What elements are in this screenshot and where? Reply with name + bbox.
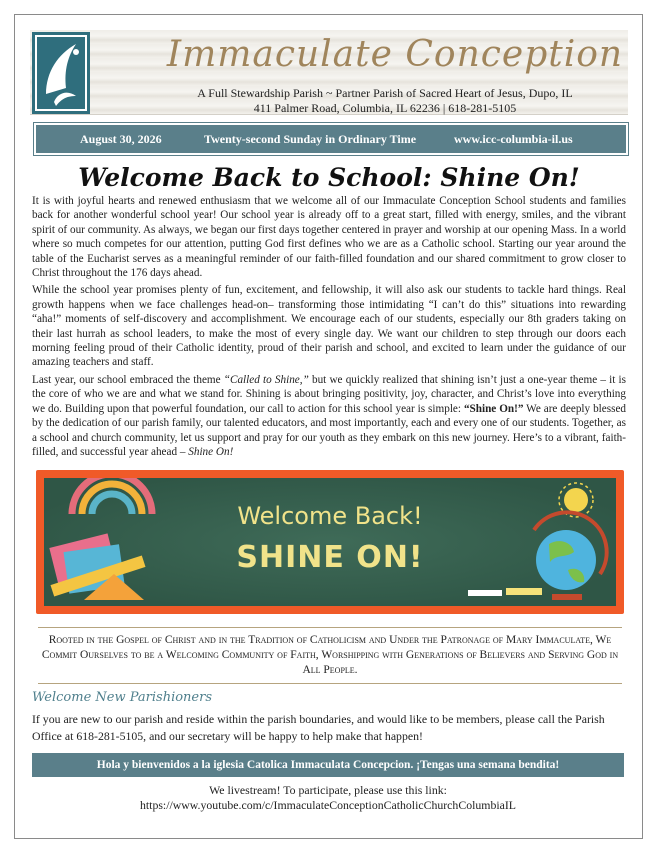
parish-address: 411 Palmer Road, Columbia, IL 62236 | 618-281-5105 bbox=[253, 101, 517, 115]
article-paragraph bbox=[32, 373, 626, 459]
article-body bbox=[32, 194, 626, 462]
divider bbox=[38, 627, 622, 628]
chalk-illustration bbox=[468, 588, 542, 596]
theme-quote: “Called to Shine,” bbox=[223, 373, 309, 386]
parish-subtitle bbox=[150, 86, 620, 116]
livestream-label: We livestream! To participate, please use this link: bbox=[209, 783, 447, 797]
article-paragraph: While the school year promises plenty of fun, excitement, and fellowship, it will also ask our students to tackle hard things. Real growth happens when we face challenges head-on– transforming those intimidating “I can’t do this” situations into rewarding “aha!” moments of self-discovery and accomplishment. We encourage each of our students, especially our 8th graders taking on their last hurrah as school leaders, to make the most of every single day. We want our children to step through our doors each morning feeling proud of their Catholic identity, proud of their parish and school, and excited to learn under the guidance of our amazing teachers and staff. bbox=[32, 284, 626, 369]
liturgical-sunday: Twenty-second Sunday in Ordinary Time bbox=[204, 132, 417, 146]
spanish-greeting-bar: Hola y bienvenidos a la iglesia Catolica Immaculata Concepcion. ¡Tengas una semana bendita! bbox=[32, 753, 624, 777]
paragraph-text: We are deeply blessed by the dedication of our parish family, our talented educators, and most importantly, each and every one of our students. Together, as a school and church community, let us support and pray for our youth as they embark on this new journey. Here’s to a vibrant, faith-filled, and successful year ahead – bbox=[32, 402, 627, 458]
divider bbox=[38, 683, 622, 684]
date-bar bbox=[34, 123, 628, 155]
chalkboard bbox=[44, 478, 616, 606]
paragraph-text: Last year, our school embraced the theme bbox=[32, 373, 224, 386]
new-parishioners-heading: Welcome New Parishioners bbox=[32, 690, 213, 705]
website-link[interactable]: www.icc-columbia-il.us bbox=[454, 132, 573, 146]
livestream-info bbox=[32, 783, 624, 813]
article-paragraph: It is with joyful hearts and renewed enthusiasm that we welcome all of our Immaculate Conception School students and families back for another wonderful school year! Our school year is already off to a great start, filled with energy, smiles, and the vibrant spirit of our community. As always, we began our first days together centered in prayer and worship at our opening Mass. In a world where so much competes for our attention, putting God first defines who we are as a Catholic school. Starting our year around the table of the Eucharist serves as a meaningful reminder of our faith-filled foundation and our shared commitment to grow closer to Christ throughout the 176 days ahead. bbox=[32, 195, 626, 280]
parish-tagline: A Full Stewardship Parish ~ Partner Parish of Sacred Heart of Jesus, Dupo, IL bbox=[197, 86, 573, 100]
bulletin-date: August 30, 2026 bbox=[80, 132, 162, 146]
parish-title: Immaculate Conception bbox=[166, 34, 624, 75]
welcome-back-banner bbox=[36, 470, 624, 614]
livestream-link[interactable]: https://www.youtube.com/c/ImmaculateConceptionCatholicChurchColumbiaIL bbox=[139, 798, 516, 812]
paragraph-text: but we quickly realized that shining isn’t just a one-year theme – it is the core of who we are and what we stand for. Shining is about bringing positivity, joy, character, and Christ’s love into everything we do. Building upon that powerful foundation, our call to action for this school year is simple: bbox=[32, 373, 626, 415]
mission-statement: Rooted in the Gospel of Christ and in the Tradition of Catholicism and Under the Patronage of Mary Immaculate, We Commit Ourselves to be a Welcoming Community of Faith, Worshipping with Generations of Believers and Serving God in All People. bbox=[41, 634, 619, 676]
parish-logo bbox=[32, 32, 90, 114]
closing-phrase: Shine On! bbox=[188, 445, 234, 458]
banner-shine-text: SHINE ON! bbox=[236, 540, 424, 575]
new-parishioners-text: If you are new to our parish and reside within the parish boundaries, and would like to be members, please call the Parish Office at 618-281-5105, and our secretary will be happy to help make that happen! bbox=[32, 712, 605, 743]
article-headline: Welcome Back to School: Shine On! bbox=[78, 163, 580, 192]
banner-welcome-text: Welcome Back! bbox=[237, 502, 423, 530]
call-to-action: “Shine On!” bbox=[463, 402, 524, 415]
